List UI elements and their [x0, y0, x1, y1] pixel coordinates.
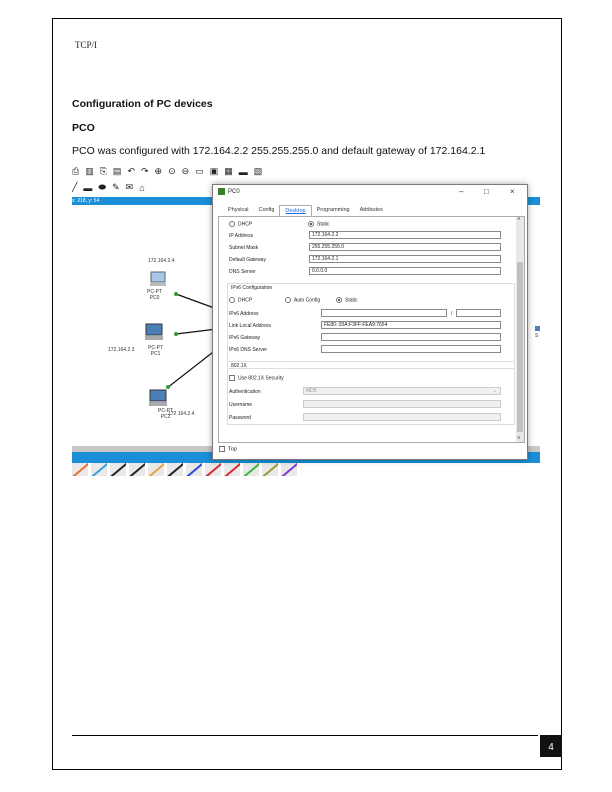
ipv6-auto-label: Auto Config [294, 297, 321, 304]
undo-icon[interactable]: ↶ [127, 166, 135, 176]
tab-programming[interactable]: Programming [316, 207, 350, 213]
pc2-ip-label: 172.164.2.4 [168, 411, 195, 417]
zoom-in-icon[interactable]: ⊕ [154, 166, 163, 176]
ellipse-tool-icon[interactable]: ⬬ [98, 182, 107, 192]
password-label: Password [229, 415, 251, 421]
rect-tool-icon[interactable]: ▬ [83, 182, 93, 193]
straight-cable-icon[interactable] [110, 463, 126, 476]
serial-dce-cable-icon[interactable] [205, 463, 221, 476]
subnet-mask-label: Subnet Mask [229, 245, 259, 251]
subnet-mask-field[interactable]: 255.255.255.0 [309, 243, 501, 251]
link-local-label: Link Local Address [229, 323, 271, 329]
freeform-tool-icon[interactable]: ✎ [112, 182, 120, 192]
pc0-type: PC-PT [147, 289, 162, 295]
pc1-name: PC1 [150, 351, 161, 357]
authentication-select[interactable] [303, 387, 501, 395]
ipv6-dhcp-radio[interactable] [229, 297, 235, 303]
dialog-titlebar [213, 185, 527, 199]
ipv6-static-label: Static [345, 297, 358, 304]
ipv6-static-radio[interactable] [336, 297, 342, 303]
link-pc2 [167, 349, 217, 388]
footer-rule [72, 735, 538, 736]
ipv6-dhcp-label: DHCP [238, 297, 253, 304]
static-label: Static [317, 221, 330, 228]
page-number: 4 [540, 735, 562, 757]
subsection-heading: PCO [72, 122, 95, 134]
complex-pdu-icon[interactable]: ⌂ [139, 182, 145, 193]
ipv6-address-field[interactable] [321, 309, 447, 317]
copy-icon[interactable]: ⎘ [99, 166, 107, 176]
chevron-down-icon: ⌄ [492, 388, 497, 394]
pdu-icon[interactable]: ✉ [125, 182, 134, 192]
ipv4-static-option[interactable] [308, 221, 330, 227]
dns-server-field[interactable]: 0.0.0.0 [309, 267, 501, 275]
use-8021x-label: Use 802.1X Security [238, 375, 284, 382]
use-8021x-option[interactable] [229, 375, 284, 381]
ip-address-field[interactable]: 172.164.2.2 [309, 231, 501, 239]
switch-label: S [535, 333, 539, 339]
switch-icon[interactable] [535, 326, 540, 331]
pc0-ip-label: 172.164.2.4 [148, 258, 175, 264]
ip-address-label: IP Address [229, 233, 254, 239]
line-tool-icon[interactable]: ╱ [72, 182, 78, 192]
body-paragraph: PCO was configured with 172.164.2.2 255.255.255.0 and default gateway of 172.164.2.1 [72, 145, 486, 157]
phone-cable-icon[interactable] [167, 463, 183, 476]
maximize-icon[interactable]: □ [484, 187, 489, 196]
dialog-title: PC0 [228, 189, 240, 195]
top-label: Top [228, 446, 237, 453]
dialog-tabs [223, 205, 388, 216]
auto-cable-icon[interactable] [72, 463, 88, 476]
scroll-up-icon[interactable]: ˄ [517, 217, 521, 223]
ipv6-dns-field[interactable] [321, 345, 501, 353]
drawing-palette-icon[interactable]: ▭ [195, 166, 204, 176]
tab-attributes[interactable]: Attributes [359, 207, 383, 213]
link-pc1 [176, 329, 217, 334]
cursor-coordinates: x: 218, y: 54 [72, 198, 100, 204]
pc-icon [149, 271, 167, 287]
pc1-label [148, 345, 163, 357]
fiber-cable-icon[interactable] [148, 463, 164, 476]
ipv6-auto-option[interactable] [285, 297, 320, 303]
iot-cable-icon[interactable] [262, 463, 278, 476]
link-status-pc0 [174, 292, 178, 296]
pc0-config-dialog [212, 184, 528, 460]
tab-desktop[interactable]: Desktop [279, 205, 311, 216]
ipv6-dhcp-option[interactable] [229, 297, 252, 303]
ipv6-dns-label: IPv6 DNS Server [229, 347, 268, 353]
usb-cable-icon[interactable] [281, 463, 297, 476]
pc1-type: PC-PT [148, 345, 163, 351]
running-header: TCP/I [75, 40, 98, 50]
ipv6-address-label: IPv6 Address [229, 311, 259, 317]
ipv6-gateway-label: IPv6 Gateway [229, 335, 261, 341]
prefix-slash: / [451, 311, 453, 317]
pc0-label [147, 289, 162, 301]
print-icon[interactable]: ⎙ [72, 166, 80, 176]
dot1x-title: 802.1X [231, 363, 247, 369]
zoom-reset-icon[interactable]: ⊙ [168, 166, 176, 176]
ipv6-static-option[interactable] [336, 297, 358, 303]
pc0-name: PC0 [149, 295, 160, 301]
username-field[interactable] [303, 400, 501, 408]
zoom-out-icon[interactable]: ⊖ [181, 166, 190, 176]
ipv6-gateway-field[interactable] [321, 333, 501, 341]
authentication-label: Authentication [229, 389, 261, 395]
tab-config[interactable]: Config [258, 207, 275, 213]
octal-cable-icon[interactable] [243, 463, 259, 476]
scrollbar-thumb[interactable] [517, 262, 523, 432]
ipv6-prefix-field[interactable] [456, 309, 501, 317]
use-8021x-checkbox[interactable] [229, 375, 235, 381]
cluster-icon[interactable]: ▬ [238, 166, 248, 177]
ip-configuration-panel [218, 216, 525, 443]
default-gateway-field[interactable]: 172.164.2.1 [309, 255, 501, 263]
pc2-name: PC2 [160, 414, 171, 420]
scroll-down-icon[interactable]: ˅ [517, 436, 521, 442]
wizard-icon[interactable]: ▥ [85, 166, 94, 176]
pc-icon [148, 389, 168, 407]
username-label: Username [229, 402, 253, 408]
minimize-icon[interactable]: – [459, 187, 464, 196]
link-pc0 [176, 294, 217, 309]
link-status-pc1 [174, 332, 178, 336]
top-option[interactable] [219, 446, 237, 452]
connections-palette [72, 463, 372, 476]
serial-dte-cable-icon[interactable] [224, 463, 240, 476]
dhcp-radio[interactable] [229, 221, 235, 227]
drawing-toolbar [72, 179, 212, 196]
viewport-icon[interactable]: ▧ [253, 166, 263, 176]
tab-physical[interactable]: Physical [228, 207, 249, 213]
paste-icon[interactable]: ▤ [112, 166, 122, 176]
default-gateway-label: Default Gateway [229, 257, 266, 263]
coaxial-cable-icon[interactable] [186, 463, 202, 476]
ipv6-auto-radio[interactable] [285, 297, 291, 303]
pc-app-icon [218, 188, 225, 195]
dns-server-label: DNS Server [229, 269, 256, 275]
password-field[interactable] [303, 413, 501, 421]
ipv6-title: IPv6 Configuration [231, 285, 273, 291]
dhcp-label: DHCP [238, 221, 253, 228]
pc-icon [144, 323, 164, 341]
link-local-field[interactable]: FE80::20A:F3FF:FEA9:7654 [321, 321, 501, 329]
pc1-ip-label: 172.164.2.3 [108, 347, 135, 353]
main-toolbar [72, 164, 540, 179]
pc1-device[interactable] [144, 323, 164, 346]
console-cable-icon[interactable] [91, 463, 107, 476]
static-radio[interactable] [308, 221, 314, 227]
pc2-type: PC-PT [158, 408, 173, 414]
notes-icon[interactable]: ▦ [224, 166, 233, 176]
authentication-value: MD5 [306, 388, 317, 394]
custom-device-icon[interactable]: ▣ [209, 166, 219, 176]
redo-icon[interactable]: ↷ [140, 166, 149, 176]
section-heading: Configuration of PC devices [72, 98, 213, 110]
cross-cable-icon[interactable] [129, 463, 145, 476]
vertical-scrollbar[interactable] [516, 217, 524, 442]
top-checkbox[interactable] [219, 446, 225, 452]
close-icon[interactable]: × [510, 187, 515, 196]
ipv4-dhcp-option[interactable] [229, 221, 252, 227]
